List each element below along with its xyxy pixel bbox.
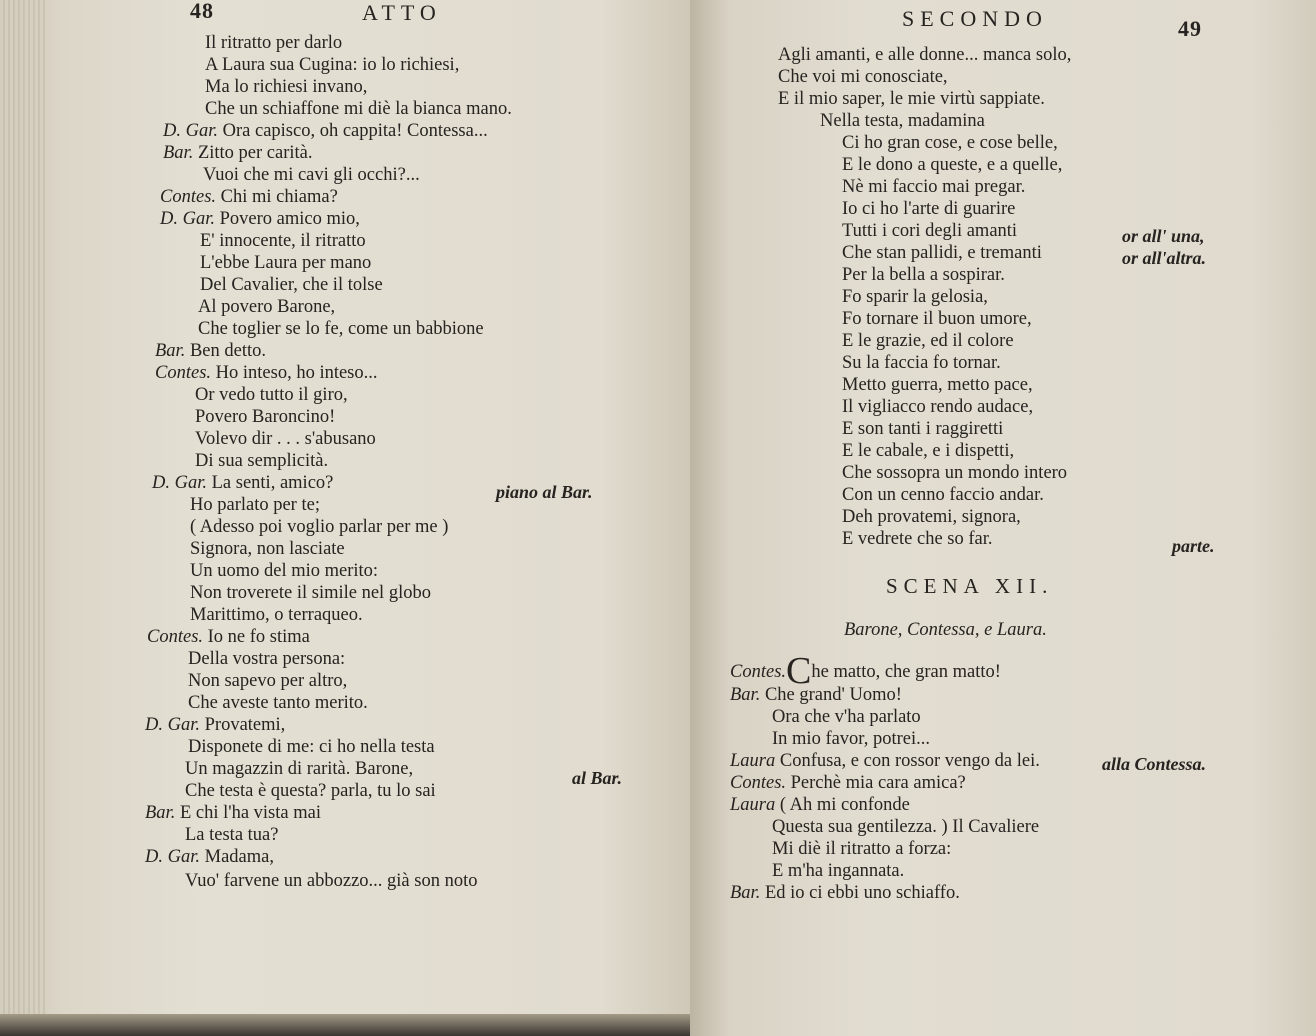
text-line [842,198,1015,220]
text-line [730,684,902,706]
line-text: Zitto per carità. [197,143,313,163]
line-text: E le grazie, ed il colore [842,331,1014,351]
speaker-label: Contes. [160,187,217,207]
text-line [778,44,1071,66]
speaker-label: Bar. [145,803,176,823]
line-text: In mio favor, potrei... [772,729,931,749]
speaker-label: Contes. [147,627,204,647]
running-header-left: ATTO [362,0,442,25]
line-text: La senti, amico? [211,473,334,493]
line-text: Signora, non lasciate [190,539,345,559]
line-text: Volevo dir . . . s'abusano [195,429,376,449]
text-line [145,802,321,824]
line-text: Deh provatemi, signora, [842,507,1021,527]
stage-direction: piano al Bar. [496,482,593,502]
text-line [842,330,1014,352]
line-text: Ho inteso, ho inteso... [215,363,378,383]
line-text: Ora che v'ha parlato [772,707,921,727]
text-line [772,860,904,882]
text-line [842,396,1033,418]
text-line [185,870,478,892]
text-line [730,772,966,794]
line-text: Con un cenno faccio andar. [842,485,1044,505]
stage-direction: or all' una, [1122,226,1205,246]
speaker-label: Bar. [155,341,186,361]
line-text: Non sapevo per altro, [188,671,348,691]
scene-title: SCENA XII. [886,574,1054,598]
text-line [190,516,448,538]
text-line [778,88,1045,110]
speaker-label: D. Gar. [160,209,215,229]
line-text: Che un schiaffone mi diè la bianca mano. [205,99,512,119]
line-text: Marittimo, o terraqueo. [190,605,363,625]
text-line [842,440,1014,462]
text-line [842,484,1044,506]
line-text: Il ritratto per darlo [205,33,343,53]
text-line [185,824,278,846]
text-line [188,692,368,714]
stage-direction: alla Contessa. [1102,754,1207,774]
line-text: E le cabale, e i dispetti, [842,441,1015,461]
line-text: Un magazzin di rarità. Barone, [185,759,414,779]
speaker-label: Bar. [730,685,761,705]
text-line [842,176,1025,198]
text-line [772,816,1039,838]
line-text: Della vostra persona: [188,649,346,669]
text-line [160,186,338,208]
line-text: Il vigliacco rendo audace, [842,397,1034,417]
text-line [185,780,436,802]
line-text: E le dono a queste, e a quelle, [842,155,1063,175]
text-line [163,142,313,164]
text-line [772,706,921,728]
speaker-label: Laura [730,751,776,771]
text-line [188,670,347,692]
text-line [203,164,420,186]
line-text: Questa sua gentilezza. ) Il Cavaliere [772,817,1040,837]
line-text: Povero Baroncino! [195,407,336,427]
text-line [190,494,320,516]
speaker-label: D. Gar. [152,473,207,493]
text-line [195,450,328,472]
text-line [198,296,335,318]
text-line [842,374,1033,396]
text-line [188,736,435,758]
line-text: Che testa è questa? parla, tu lo sai [185,781,436,801]
text-line [772,838,951,860]
text-line [190,560,378,582]
page-bottom-edge [0,1014,690,1036]
text-line [145,846,274,868]
text-line [730,882,960,904]
text-line [842,462,1067,484]
line-text: Provatemi, [204,715,286,735]
text-line [842,286,988,308]
line-text: E m'ha ingannata. [772,861,905,881]
text-line [200,230,366,252]
line-text: Mi diè il ritratto a forza: [772,839,952,859]
line-text: A Laura sua Cugina: io lo richiesi, [205,55,460,75]
line-text: E vedrete che so far. [842,529,993,549]
line-text: ( Adesso poi voglio parlar per me ) [190,517,449,537]
line-text: Che stan pallidi, e tremanti [842,243,1042,263]
line-text: La testa tua? [185,825,279,845]
speaker-label: Laura [730,795,776,815]
line-text: Povero amico mio, [219,209,360,229]
line-text: Che toglier se lo fe, come un babbione [198,319,484,339]
text-line [200,252,371,274]
line-text: Io ci ho l'arte di guarire [842,199,1016,219]
line-text: Vuoi che mi cavi gli occhi?... [203,165,420,185]
text-line [205,76,367,98]
line-text: Ben detto. [189,341,266,361]
text-line [842,528,993,550]
drop-cap: C [786,650,812,692]
line-text: Fo tornare il buon umore, [842,309,1032,329]
speaker-label: Contes. [155,363,212,383]
line-text: E chi l'ha vista mai [179,803,321,823]
text-line [842,418,1003,440]
speaker-label: Bar. [730,883,761,903]
right-page [690,0,1316,1036]
text-line [842,264,1005,286]
line-text: Di sua semplicità. [195,451,329,471]
text-line [190,538,345,560]
page-number-left: 48 [190,0,214,23]
line-text: Nella testa, madamina [820,111,985,131]
line-text: Tutti i cori degli amanti [842,221,1018,241]
line-text: Ci ho gran cose, e cose belle, [842,133,1058,153]
speaker-label: D. Gar. [145,847,200,867]
text-line [820,110,985,132]
text-line [842,132,1058,154]
text-line [200,274,383,296]
text-line [205,32,342,54]
line-text: Che sossopra un mondo intero [842,463,1068,483]
line-text: Disponete di me: ci ho nella testa [188,737,435,757]
line-text: Confusa, e con rossor vengo da lei. [779,751,1040,771]
line-text: Metto guerra, metto pace, [842,375,1033,395]
stage-direction: parte. [1172,536,1215,556]
text-line [160,208,360,230]
text-line [842,242,1042,264]
page-number-right: 49 [1178,16,1202,41]
text-line [190,604,363,626]
text-line [152,472,333,494]
line-text: Or vedo tutto il giro, [195,385,348,405]
line-text: Del Cavalier, che il tolse [200,275,383,295]
text-line [772,728,930,750]
line-text: Per la bella a sospirar. [842,265,1005,285]
line-text: Un uomo del mio merito: [190,561,379,581]
line-text: Al povero Barone, [198,297,336,317]
speaker-label: Contes. [730,773,787,793]
scene-characters: Barone, Contessa, e Laura. [844,620,1047,640]
text-line [195,428,376,450]
text-line [842,220,1017,242]
scene-first-line [730,650,1001,692]
line-text: ( Ah mi confonde [779,795,910,815]
line-text: Ho parlato per te; [190,495,320,515]
line-text: Su la faccia fo tornar. [842,353,1001,373]
line-text: Ora capisco, oh cappita! Contessa... [222,121,488,141]
line-text: Madama, [204,847,274,867]
line-text: L'ebbe Laura per mano [200,253,372,273]
text-line [155,340,266,362]
line-text: he matto, che gran matto! [811,662,1001,682]
line-text: Fo sparir la gelosia, [842,287,988,307]
stage-direction: al Bar. [572,768,623,788]
line-text: E' innocente, il ritratto [200,231,366,251]
line-text: Che grand' Uomo! [764,685,902,705]
text-line [842,154,1062,176]
text-line [195,406,335,428]
speaker-label: Contes. [730,662,787,682]
text-line [730,794,910,816]
text-line [195,384,348,406]
line-text: Agli amanti, e alle donne... manca solo, [778,45,1072,65]
text-line [198,318,484,340]
speaker-label: Bar. [163,143,194,163]
text-line [778,66,948,88]
line-text: E son tanti i raggiretti [842,419,1004,439]
line-text: Vuo' farvene un abbozzo... già son noto [185,871,478,891]
text-line [188,648,345,670]
running-header-right: SECONDO [902,6,1048,31]
page-edges [0,0,46,1036]
line-text: Che voi mi conosciate, [778,67,948,87]
line-text: Ma lo richiesi invano, [205,77,368,97]
line-text: Ed io ci ebbi uno schiaffo. [764,883,960,903]
text-line [190,582,431,604]
text-line [842,308,1032,330]
line-text: E il mio saper, le mie virtù sappiate. [778,89,1045,109]
text-line [185,758,413,780]
text-line [730,750,1040,772]
line-text: Io ne fo stima [207,627,310,647]
text-line [842,506,1021,528]
text-line [205,98,512,120]
text-line [145,714,285,736]
speaker-label: D. Gar. [145,715,200,735]
line-text: Perchè mia cara amica? [790,773,966,793]
line-text: Chi mi chiama? [220,187,338,207]
line-text: Non troverete il simile nel globo [190,583,431,603]
text-line [147,626,310,648]
stage-direction: or all'altra. [1122,248,1207,268]
speaker-label: D. Gar. [163,121,218,141]
text-line [842,352,1001,374]
line-text: Nè mi faccio mai pregar. [842,177,1026,197]
text-line [155,362,378,384]
text-line [205,54,459,76]
line-text: Che aveste tanto merito. [188,693,368,713]
text-line [163,120,488,142]
